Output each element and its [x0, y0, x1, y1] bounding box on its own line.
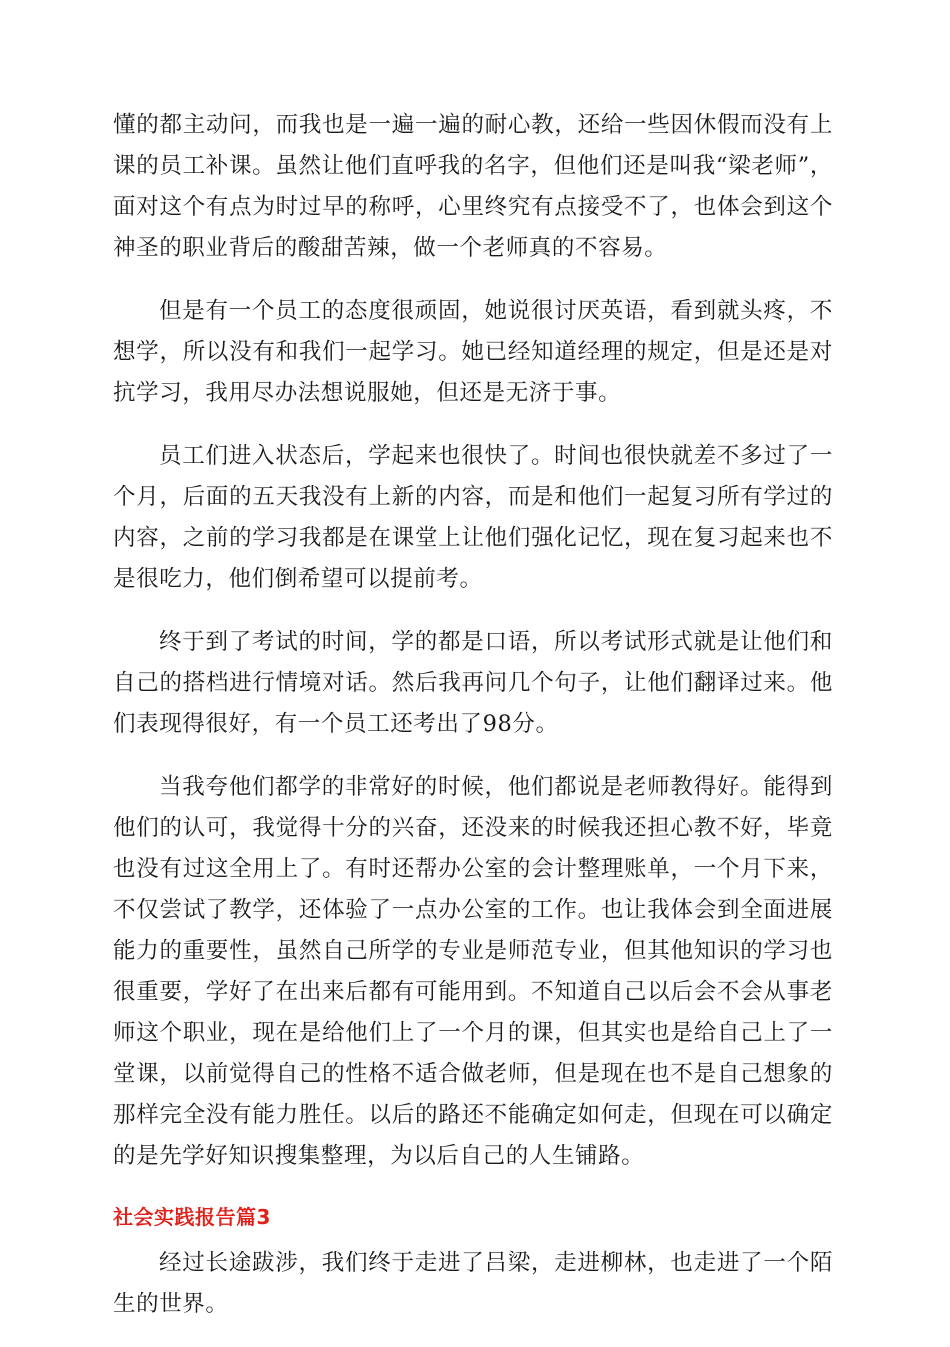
paragraph-continued: 懂的都主动问，而我也是一遍一遍的耐心教，还给一些因休假而没有上课的员工补课。虽然让他们直呼我的名字，但他们还是叫我“梁老师”，面对这个有点为时过早的称呼，心里终究有点接受不了，也体会到这个神圣的职业背后的酸甜苦辣，做一个老师真的不容易。 — [113, 112, 833, 261]
paragraph-exam: 终于到了考试的时间，学的都是口语，所以考试形式就是让他们和自己的搭档进行情境对话。然后我再问几个句子，让他们翻译过来。他们表现得很好，有一个员工还考出了98分。 — [113, 629, 833, 737]
paragraph-section-intro: 经过长途跋涉，我们终于走进了吕梁，走进柳林，也走进了一个陌生的世界。 — [113, 1250, 833, 1317]
document-body — [113, 105, 833, 1347]
paragraph-review: 员工们进入状态后，学起来也很快了。时间也很快就差不多过了一个月，后面的五天我没有上新的内容，而是和他们一起复习所有学过的内容，之前的学习我都是在课堂上让他们强化记忆，现在复习起来也不是很吃力，他们倒希望可以提前考。 — [113, 443, 833, 592]
paragraph-stubborn-employee: 但是有一个员工的态度很顽固，她说很讨厌英语，看到就头疼，不想学，所以没有和我们一起学习。她已经知道经理的规定，但是还是对抗学习，我用尽办法想说服她，但还是无济于事。 — [113, 298, 833, 406]
paragraph-reflection: 当我夸他们都学的非常好的时候，他们都说是老师教得好。能得到他们的认可，我觉得十分的兴奋，还没来的时候我还担心教不好，毕竟也没有过这全用上了。有时还帮办公室的会计整理账单，一个月下来，不仅尝试了教学，还体验了一点办公室的工作。也让我体会到全面进展能力的重要性，虽然自己所学的专业是师范专业，但其他知识的学习也很重要，学好了在出来后都有可能用到。不知道自己以后会不会从事老师这个职业，现在是给他们上了一个月的课，但其实也是给自己上了一堂课，以前觉得自己的性格不适合做老师，但是现在也不是自己想象的那样完全没有能力胜任。以后的路还不能确定如何走，但现在可以确定的是先学好知识搜集整理，为以后自己的人生铺路。 — [113, 774, 833, 1169]
section-heading: 社会实践报告篇3 — [113, 1205, 271, 1229]
